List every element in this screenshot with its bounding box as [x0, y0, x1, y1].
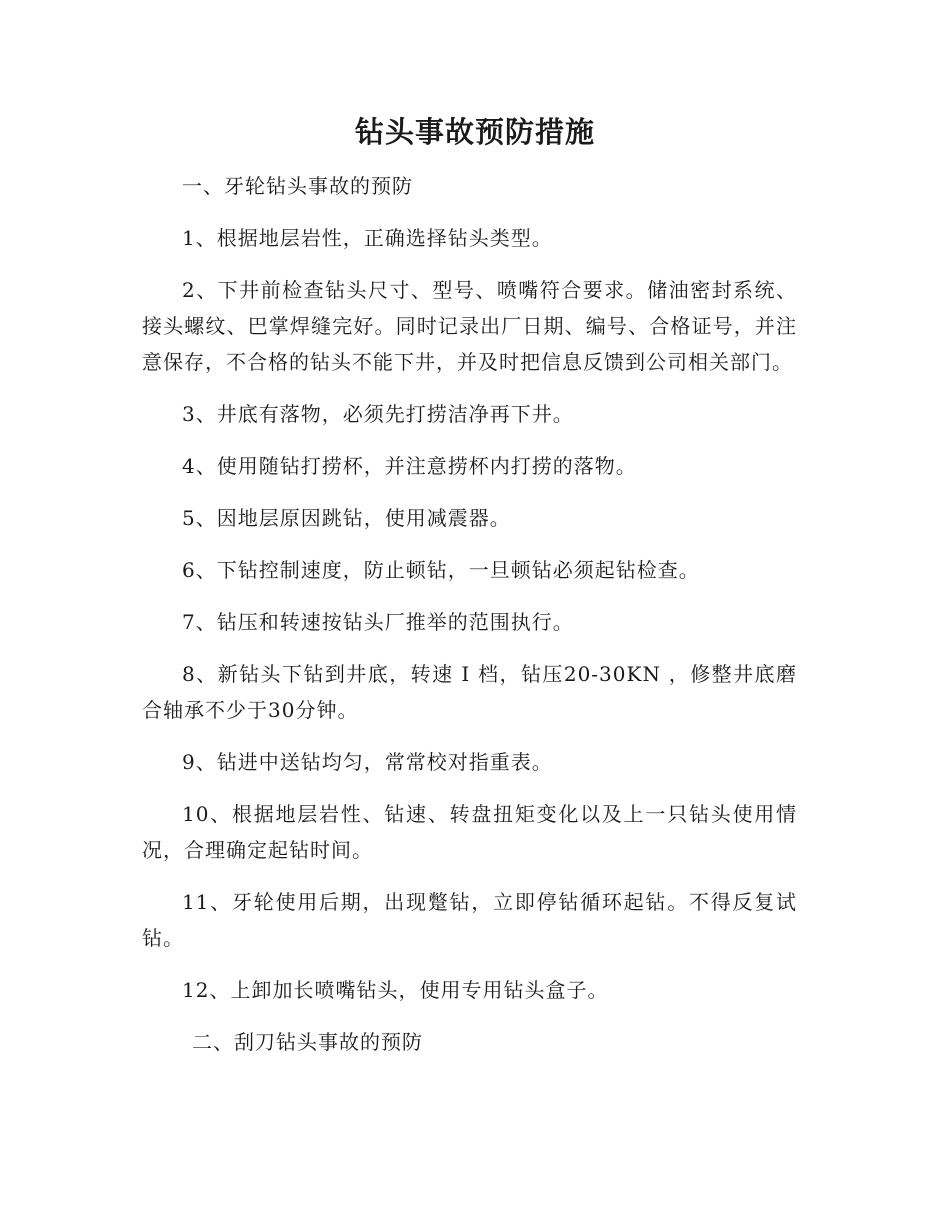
list-item: 2、下井前检查钻头尺寸、型号、喷嘴符合要求。储油密封系统、接头螺纹、巴掌焊缝完好。同时记录出厂日期、编号、合格证号，并注意保存，不合格的钻头不能下井，并及时把信息反馈到公司相关部门。: [142, 278, 797, 374]
list-item: 11、牙轮使用后期，出现蹩钻，立即停钻循环起钻。不得反复试钻。: [142, 890, 797, 950]
section-heading-2: 二、刮刀钻头事故的预防: [192, 1030, 423, 1054]
list-item: 1、根据地层岩性，正确选择钻头类型。: [182, 226, 553, 250]
list-item: 12、上卸加长喷嘴钻头，使用专用钻头盒子。: [182, 978, 609, 1002]
list-item: 9、钻进中送钻均匀，常常校对指重表。: [182, 750, 553, 774]
list-item: 4、使用随钻打捞杯，并注意捞杯内打捞的落物。: [182, 454, 637, 478]
list-item: 10、根据地层岩性、钻速、转盘扭矩变化以及上一只钻头使用情况，合理确定起钻时间。: [142, 802, 797, 862]
list-item: 5、因地层原因跳钻，使用减震器。: [182, 506, 511, 530]
document-body: [142, 168, 797, 1060]
list-item: 6、下钻控制速度，防止顿钻，一旦顿钻必须起钻检查。: [182, 558, 700, 582]
list-item: 3、井底有落物，必须先打捞洁净再下井。: [182, 402, 574, 426]
document-title: 钻头事故预防措施: [354, 115, 595, 149]
section-heading-1: 一、牙轮钻头事故的预防: [182, 174, 413, 198]
list-item: 7、钻压和转速按钻头厂推举的范围执行。: [182, 610, 574, 634]
list-item: 8、新钻头下钻到井底，转速 I 档，钻压20-30KN ，修整井底磨合轴承不少于30分钟。: [142, 662, 797, 722]
